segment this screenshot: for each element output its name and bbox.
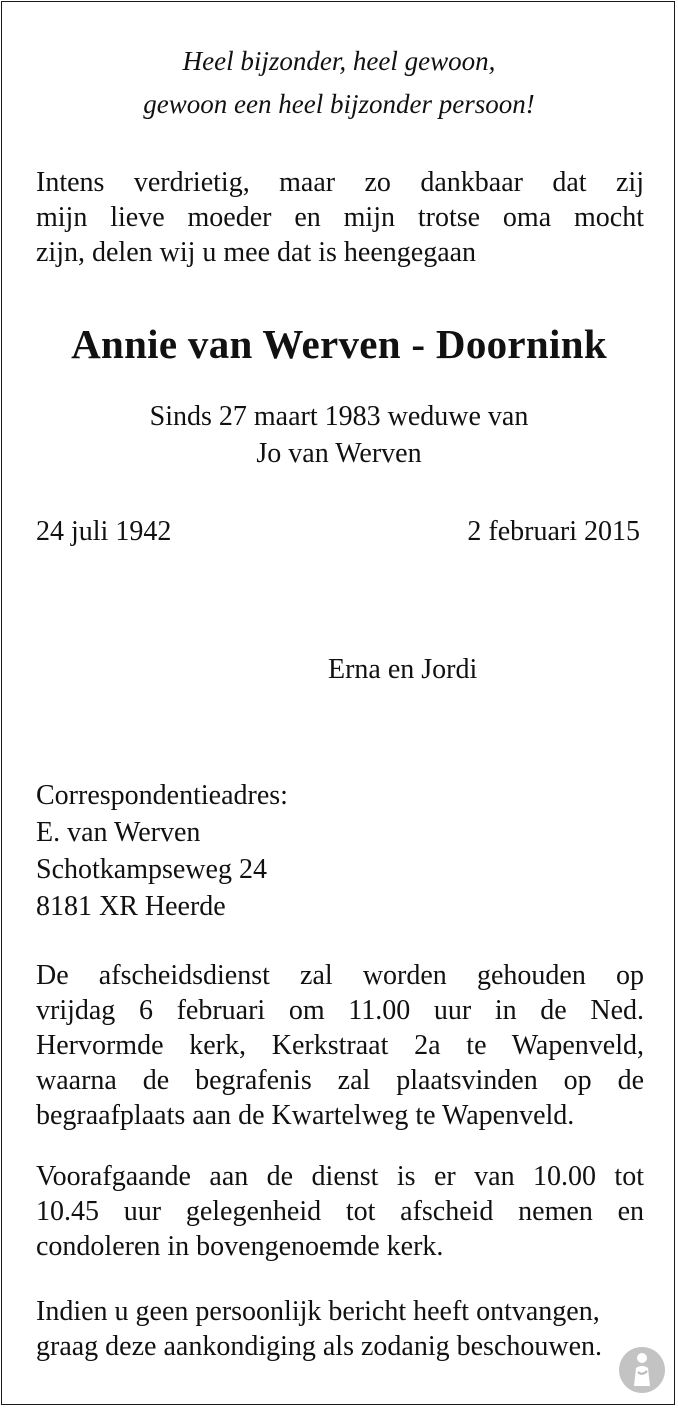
deceased-name: Annie van Werven - Doornink [71, 321, 607, 367]
correspondence-address [36, 777, 288, 925]
correspondence-city: 8181 XR Heerde [36, 891, 226, 922]
visitation-line-2: 10.45 uur gelegenheid tot afscheid nemen en [36, 1196, 644, 1227]
service-line-4: waarna de begrafenis zal plaatsvinden op de [36, 1065, 644, 1096]
intro-line-2: mijn lieve moeder en mijn trotse oma mocht [36, 202, 644, 233]
notice-line-1: Indien u geen persoonlijk bericht heeft ontvangen, [36, 1296, 600, 1327]
birth-date: 24 juli 1942 [36, 516, 172, 547]
intro-line-1: Intens verdrietig, maar zo dankbaar dat zij [36, 167, 644, 198]
motto-line-2: gewoon een heel bijzonder persoon! [143, 89, 535, 119]
widow-line-1: Sinds 27 maart 1983 weduwe van [149, 401, 529, 432]
correspondence-street: Schotkampseweg 24 [36, 854, 267, 885]
service-line-1: De afscheidsdienst zal worden gehouden op [36, 960, 644, 991]
memorial-logo-icon [618, 1346, 666, 1394]
correspondence-label: Correspondentieadres: [36, 780, 288, 811]
signed-by: Erna en Jordi [328, 654, 478, 685]
visitation-line-1: Voorafgaande aan de dienst is er van 10.00 tot [36, 1161, 644, 1192]
visitation-line-3: condoleren in bovengenoemde kerk. [36, 1231, 444, 1262]
intro-paragraph [36, 165, 644, 270]
widow-line-2: Jo van Werven [256, 438, 422, 469]
intro-line-3: zijn, delen wij u mee dat is heengegaan [36, 237, 477, 268]
notice-line-2: graag deze aankondiging als zodanig beschouwen. [36, 1331, 603, 1362]
obituary-card [1, 1, 675, 1405]
service-paragraph [36, 958, 644, 1133]
correspondence-name: E. van Werven [36, 817, 201, 848]
notice-paragraph [36, 1294, 644, 1364]
visitation-paragraph [36, 1159, 644, 1264]
death-date: 2 februari 2015 [467, 516, 640, 547]
motto-line-1: Heel bijzonder, heel gewoon, [182, 46, 496, 76]
service-line-5: begraafplaats aan de Kwartelweg te Wapenveld. [36, 1100, 575, 1131]
service-line-3: Hervormde kerk, Kerkstraat 2a te Wapenveld, [36, 1030, 644, 1061]
service-line-2: vrijdag 6 februari om 11.00 uur in de Ned. [36, 995, 644, 1026]
